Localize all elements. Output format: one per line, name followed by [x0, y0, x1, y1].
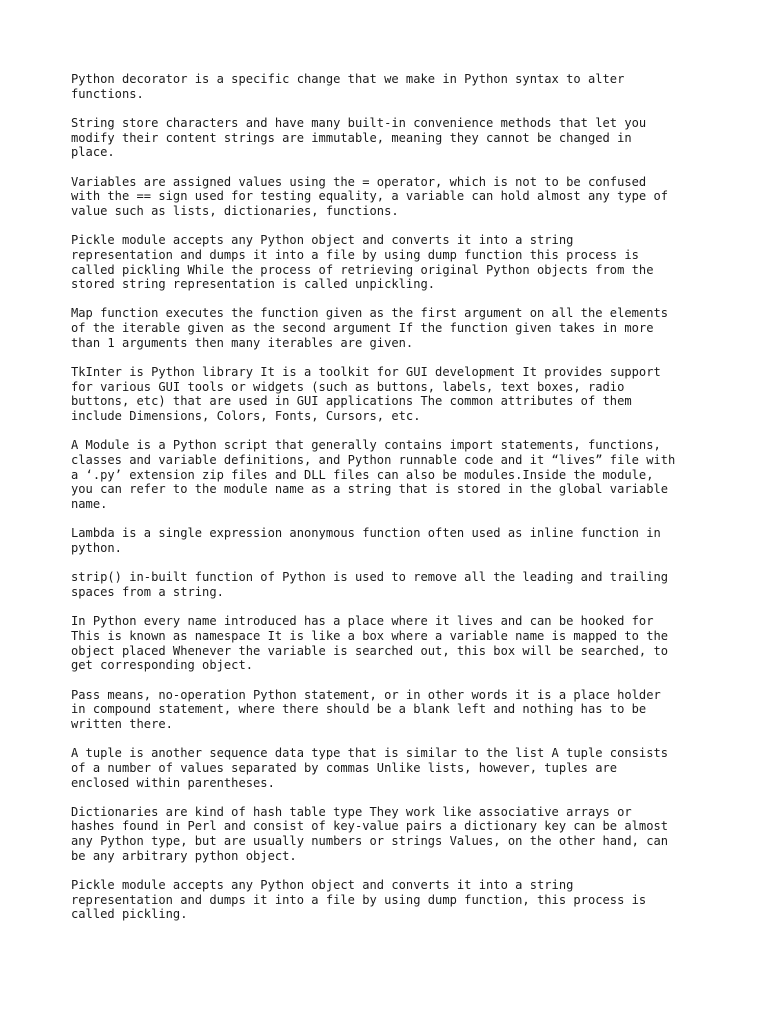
- paragraph-strip: strip() in-built function of Python is used to remove all the leading and trailing spaces from a string.: [71, 570, 669, 599]
- document-body: [71, 72, 707, 937]
- paragraph-dictionaries: Dictionaries are kind of hash table type They work like associative arrays or hashes found in Perl and consist of key-value pairs a dictionary key can be almost any Python type, but are usually numbers or strings Values, on the other hand, can be any arbitrary python object.: [71, 804, 669, 863]
- paragraph-map-function: Map function executes the function given as the first argument on all the elements of the iterable given as the second argument If the function given takes in more than 1 arguments then many iterables are given.: [71, 306, 669, 350]
- paragraph-string: String store characters and have many built-in convenience methods that let you modify their content strings are immutable, meaning they cannot be changed in place.: [71, 115, 647, 160]
- paragraph-pickle-unpickling: Pickle module accepts any Python object and converts it into a string representation and dumps it into a file by using dump function this process is called pickling While the process of retrieving original Python objects from the stored string representation is called unpickling.: [71, 233, 654, 292]
- paragraph-pass: Pass means, no-operation Python statement, or in other words it is a place holder in compound statement, where there should be a blank left and nothing has to be written there.: [71, 687, 661, 731]
- paragraph-tuple: A tuple is another sequence data type that is similar to the list A tuple consists of a number of values separated by commas Unlike lists, however, tuples are enclosed within parentheses.: [71, 746, 669, 790]
- paragraph-module: A Module is a Python script that generally contains import statements, functions, classes and variable definitions, and Python runnable code and it “lives” file with a ‘.py’ extension zip files and DLL files can also be modules.Inside the module, you can refer to the module name as a string that is stored in the global variable name.: [71, 438, 676, 512]
- paragraph-namespace: In Python every name introduced has a place where it lives and can be hooked for This is known as namespace It is like a box where a variable name is mapped to the object placed Whenever the variable is searched out, this box will be searched, to get corresponding object.: [71, 614, 669, 673]
- paragraph-tkinter: TkInter is Python library It is a toolkit for GUI development It provides support for various GUI tools or widgets (such as buttons, labels, text boxes, radio buttons, etc) that are used in GUI applications The common attributes of them include Dimensions, Colors, Fonts, Cursors, etc.: [71, 365, 661, 424]
- paragraph-lambda: Lambda is a single expression anonymous function often used as inline function in python.: [71, 526, 661, 556]
- paragraph-variables: Variables are assigned values using the = operator, which is not to be confused with the == sign used for testing equality, a variable can hold almost any type of value such as lists, dictionaries, functions.: [71, 174, 669, 218]
- paragraph-pickle: Pickle module accepts any Python object and converts it into a string representation and dumps it into a file by using dump function, this process is called pickling.: [71, 878, 647, 922]
- paragraph-decorator: Python decorator is a specific change that we make in Python syntax to alter functions.: [71, 72, 625, 101]
